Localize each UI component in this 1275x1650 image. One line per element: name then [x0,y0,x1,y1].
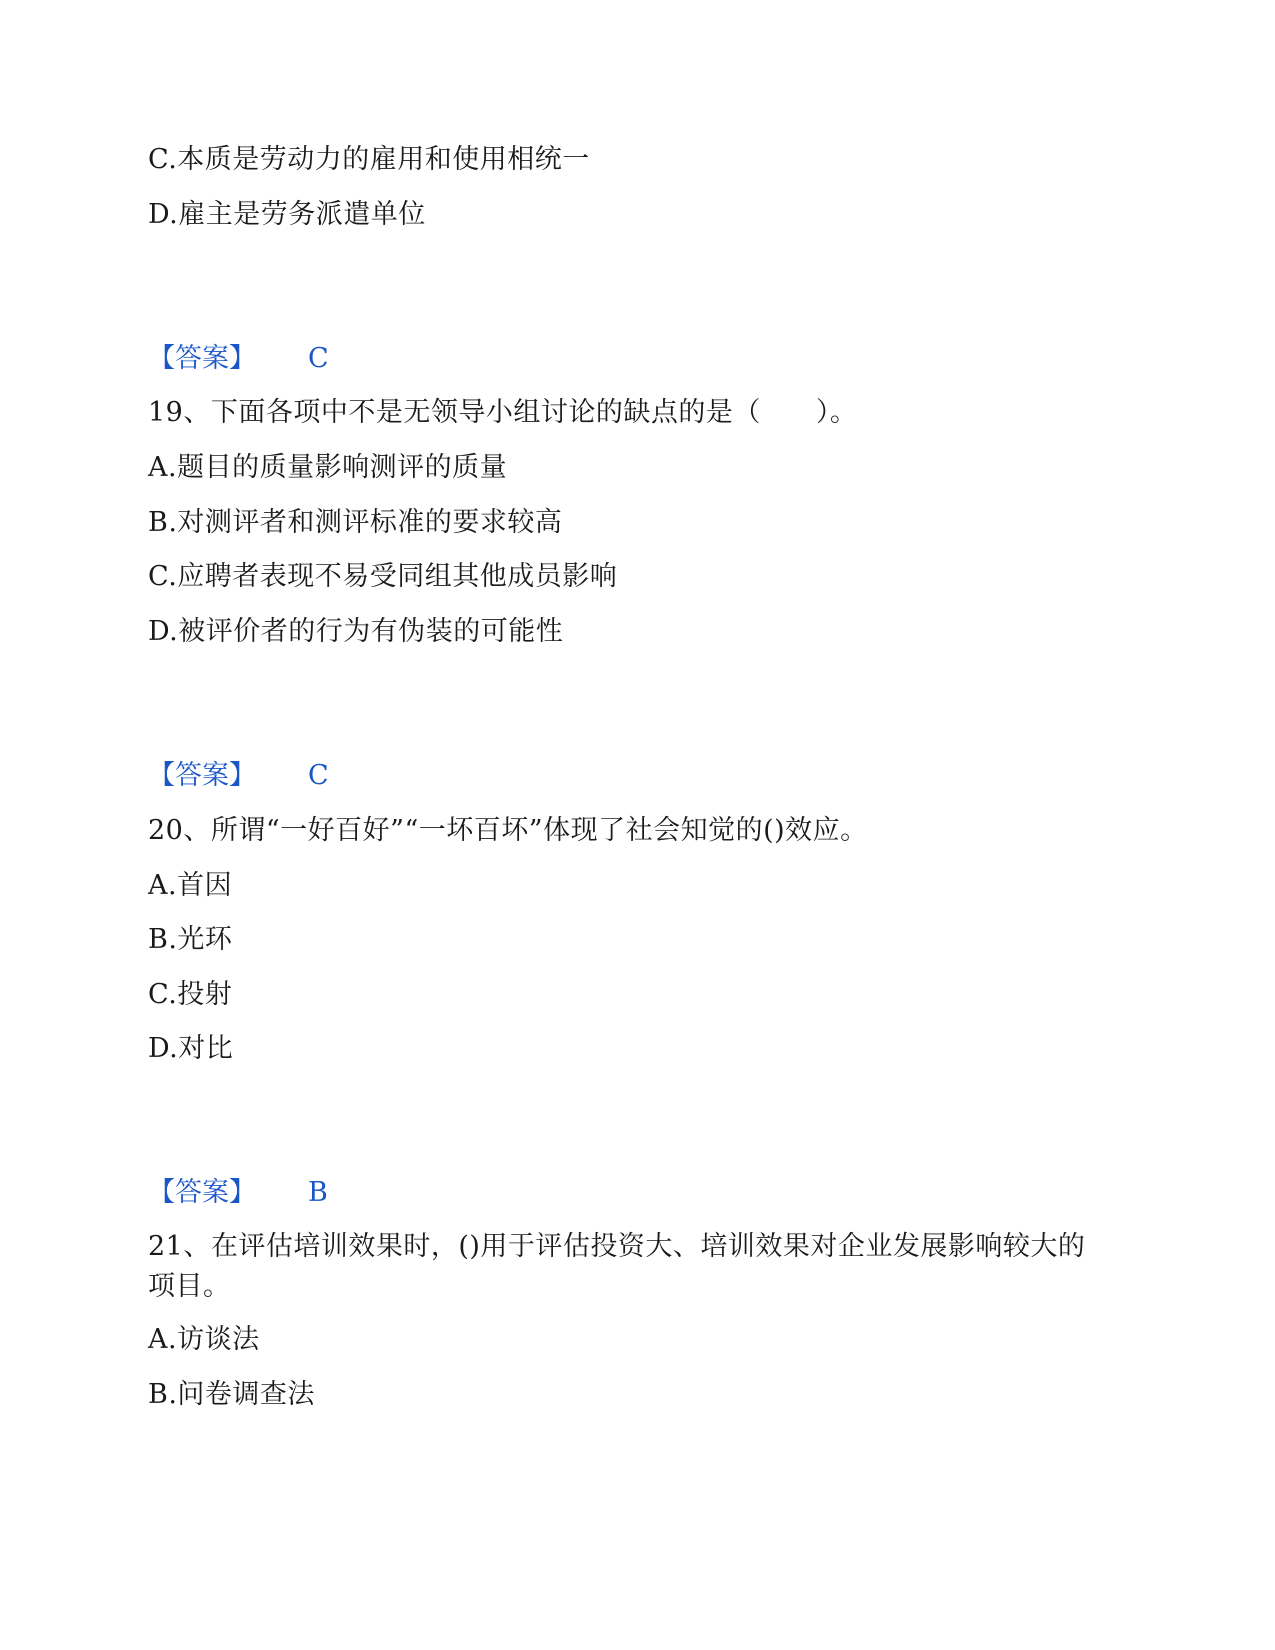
q21-option-b: B.问卷调查法 [148,1379,315,1410]
q19-option-c: C.应聘者表现不易受同组其他成员影响 [148,561,618,592]
q19-option-d: D.被评价者的行为有伪装的可能性 [148,616,564,647]
q21-option-a: A.访谈法 [148,1324,260,1355]
answer-value: C [308,760,329,791]
answer-value: C [308,343,329,374]
q21-stem: 21、在评估培训效果时，()用于评估投资大、培训效果对企业发展影响较大的项目。 [148,1231,1086,1302]
answer-label: 【答案】 [148,760,256,791]
q18-answer [148,342,329,376]
q20-option-c: C.投射 [148,979,233,1010]
q19-stem: 19、下面各项中不是无领导小组讨论的缺点的是（ ）。 [148,397,858,428]
answer-label: 【答案】 [148,343,256,374]
answer-label: 【答案】 [148,1177,256,1208]
q18-option-d: D.雇主是劳务派遣单位 [148,199,426,230]
q20-option-d: D.对比 [148,1033,234,1064]
answer-value: B [308,1177,328,1208]
q20-stem: 20、所谓“一好百好”“一坏百坏”体现了社会知觉的()效应。 [148,815,868,846]
q20-option-b: B.光环 [148,924,233,955]
q19-answer [148,759,329,793]
q20-option-a: A.首因 [148,870,233,901]
q19-option-a: A.题目的质量影响测评的质量 [148,452,508,483]
q20-answer [148,1176,328,1210]
q19-option-b: B.对测评者和测评标准的要求较高 [148,507,563,538]
q18-option-c: C.本质是劳动力的雇用和使用相统一 [148,144,590,175]
